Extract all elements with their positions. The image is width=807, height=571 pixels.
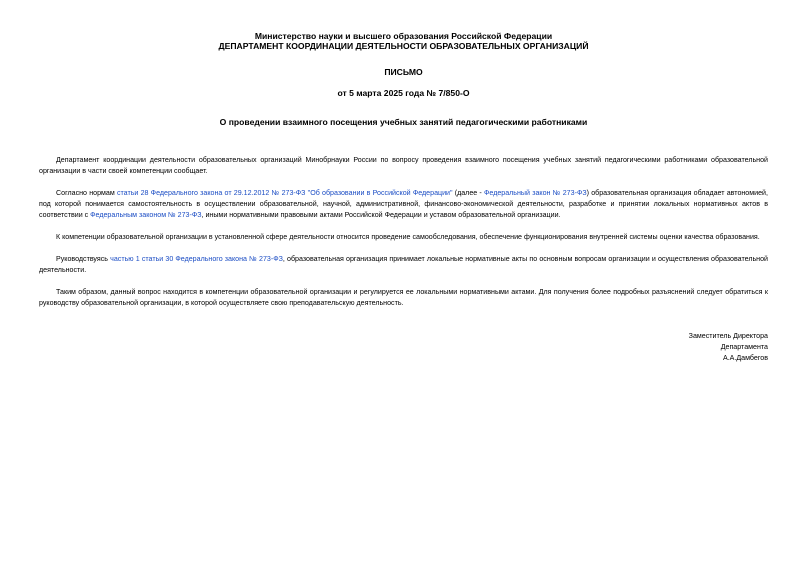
text-fragment: Согласно нормам <box>56 189 117 197</box>
document-type: ПИСЬМО <box>384 67 423 77</box>
paragraph-3: К компетенции образовательной организации в установленной сфере деятельности относится проведение самообследования, обеспечение функционирования внутренней системы оценки качества образования. <box>56 233 760 241</box>
paragraph-4 <box>39 254 768 276</box>
link-article-28[interactable]: статьи 28 Федерального закона от 29.12.2012 № 273-ФЗ "Об образовании в Российской Федерации" <box>116 189 453 197</box>
text-fragment: , иными нормативными правовыми актами Российской Федерации и уставом образовательной организации. <box>201 211 561 219</box>
link-article-30[interactable]: частью 1 статьи 30 Федерального закона № 273-ФЗ <box>110 255 283 263</box>
text-fragment: ) образовательная организация обладает автономией, под которой понимается самостоятельность в осуществлении образовательной, научной, административной, финансово-экономической деятельности, разработке и принятии локальных нормативных актов в соответствии с <box>39 189 768 219</box>
document-title: О проведении взаимного посещения учебных занятий педагогическими работниками <box>219 117 588 127</box>
paragraph-5: Таким образом, данный вопрос находится в компетенции образовательной организации и регулируется ее локальными нормативными актами. Для получения более подробных разъяснений следует обратиться к руководству образовательной организации, в которой осуществляете свою преподавательскую деятельность. <box>39 288 768 307</box>
link-federal-law-273-second[interactable]: Федеральным законом № 273-ФЗ <box>90 211 202 219</box>
document-date-number: от 5 марта 2025 года № 7/850-О <box>337 88 470 98</box>
signature-department: Департамента <box>720 343 768 351</box>
paragraph-2 <box>39 188 768 221</box>
document-header <box>0 31 807 51</box>
signature-position: Заместитель Директора <box>688 332 768 340</box>
signature-name: А.А.Дамбегов <box>722 354 768 362</box>
link-federal-law-273[interactable]: Федеральный закон № 273-ФЗ <box>484 189 587 197</box>
text-fragment: Руководствуясь <box>56 255 111 263</box>
signature-block <box>689 331 768 364</box>
document-body <box>39 155 768 320</box>
department-name: ДЕПАРТАМЕНТ КООРДИНАЦИИ ДЕЯТЕЛЬНОСТИ ОБРАЗОВАТЕЛЬНЫХ ОРГАНИЗАЦИЙ <box>218 41 589 51</box>
text-fragment: (далее - <box>452 189 485 197</box>
text-fragment: , образовательная организация принимает локальные нормативные акты по основным вопросам организации и осуществления образовательной деятельности. <box>39 255 768 274</box>
paragraph-1: Департамент координации деятельности образовательных организаций Минобрнауки России по вопросу проведения взаимного посещения учебных занятий педагогическими работниками образовательной организации в части своей компетенции сообщает. <box>39 156 768 175</box>
ministry-name: Министерство науки и высшего образования Российской Федерации <box>254 31 553 41</box>
